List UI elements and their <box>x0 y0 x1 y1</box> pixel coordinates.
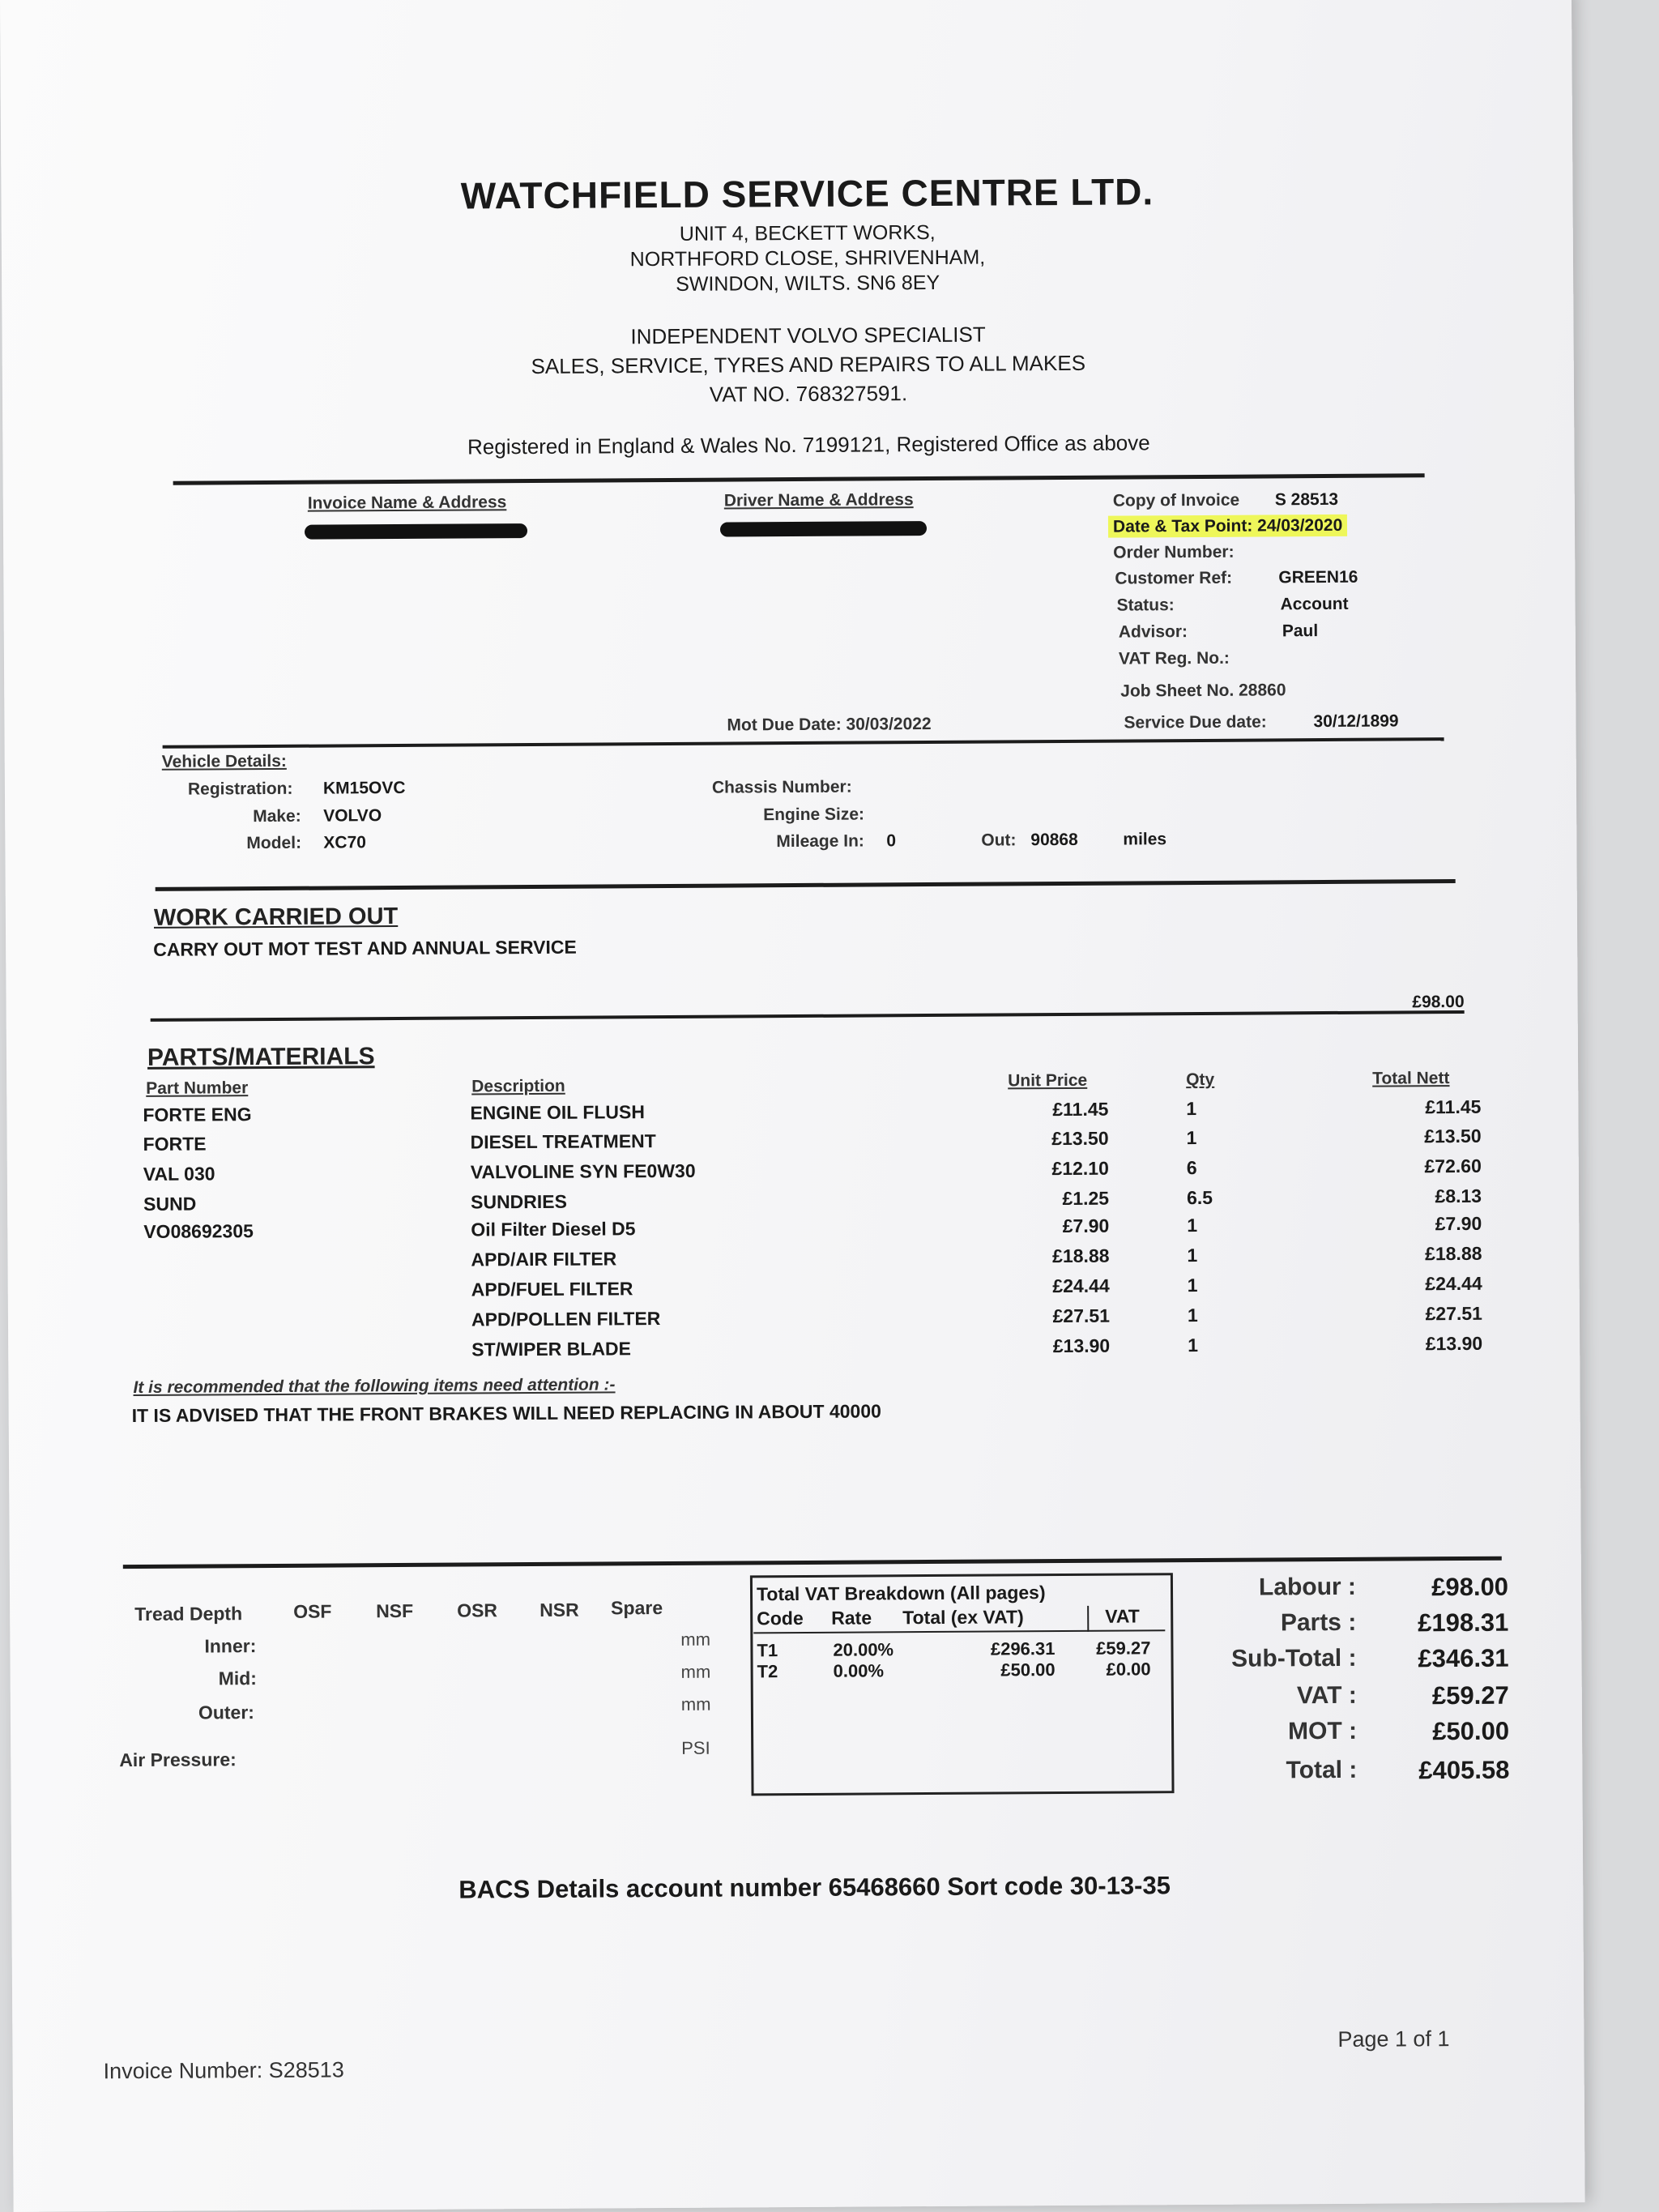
col-total-nett: Total Nett <box>1372 1069 1450 1088</box>
vat-code-cell: T1 <box>757 1640 778 1661</box>
vat-col-rate: Rate <box>831 1607 872 1629</box>
job-sheet: Job Sheet No. 28860 <box>1120 681 1286 701</box>
qty-cell: 1 <box>1187 1214 1198 1236</box>
total-grand-label: Total : <box>1286 1756 1358 1784</box>
total-vat-value: £59.27 <box>1431 1680 1509 1710</box>
total-mot-value: £50.00 <box>1432 1716 1510 1746</box>
mileage-in-value: 0 <box>886 831 897 851</box>
registered-info: Registered in England & Wales No. 7199121, Registered Office as above <box>467 430 1150 459</box>
mm-unit-2: mm <box>680 1661 711 1682</box>
total-nett-cell: £18.88 <box>1425 1242 1482 1265</box>
qty-cell: 1 <box>1187 1244 1198 1266</box>
header-rule <box>173 473 1425 485</box>
bacs-details: BACS Details account number 65468660 Sort code 30-13-35 <box>458 1871 1171 1904</box>
vat-col-code: Code <box>757 1607 804 1629</box>
invoice-name-label: Invoice Name & Address <box>307 493 507 513</box>
vehicle-details-title: Vehicle Details: <box>161 751 287 771</box>
qty-cell: 6 <box>1186 1157 1197 1179</box>
totals-rule <box>123 1557 1502 1569</box>
description-cell: DIESEL TREATMENT <box>470 1130 656 1153</box>
vat-col-total: Total (ex VAT) <box>902 1606 1024 1629</box>
work-carried-out-title: WORK CARRIED OUT <box>153 903 399 931</box>
unit-price-cell: £11.45 <box>1052 1098 1109 1121</box>
tyre-col-osf: OSF <box>293 1600 332 1622</box>
address-line-3: SWINDON, WILTS. SN6 8EY <box>676 271 940 296</box>
redacted-invoice-name <box>305 523 527 540</box>
total-mot-label: MOT : <box>1287 1717 1358 1745</box>
unit-price-cell: £27.51 <box>1052 1305 1111 1327</box>
description-cell: Oil Filter Diesel D5 <box>471 1218 636 1241</box>
qty-cell: 1 <box>1186 1127 1197 1149</box>
qty-cell: 1 <box>1186 1098 1197 1120</box>
tyre-col-osr: OSR <box>457 1599 498 1621</box>
registration-value: KM15OVC <box>322 778 406 798</box>
unit-price-cell: £13.90 <box>1052 1334 1111 1357</box>
description-cell: APD/POLLEN FILTER <box>471 1308 661 1330</box>
part-number-cell: FORTE <box>143 1133 207 1155</box>
driver-name-label: Driver Name & Address <box>723 490 914 510</box>
unit-price-cell: £18.88 <box>1052 1245 1110 1267</box>
col-description: Description <box>471 1076 565 1096</box>
col-qty: Qty <box>1186 1070 1215 1090</box>
psi-unit: PSI <box>681 1737 710 1758</box>
part-number-cell: FORTE ENG <box>143 1104 252 1125</box>
mot-due-date: Mot Due Date: 30/03/2022 <box>727 714 932 735</box>
total-subtotal-value: £346.31 <box>1418 1643 1509 1673</box>
vat-col-vat: VAT <box>1105 1605 1140 1627</box>
unit-price-cell: £7.90 <box>1062 1215 1110 1237</box>
mid-label: Mid: <box>218 1668 258 1689</box>
work-description: CARRY OUT MOT TEST AND ANNUAL SERVICE <box>153 936 577 960</box>
model-value: XC70 <box>323 833 366 852</box>
description-cell: APD/AIR FILTER <box>471 1248 617 1270</box>
total-nett-cell: £7.90 <box>1435 1212 1482 1235</box>
engine-size-label: Engine Size: <box>763 805 865 825</box>
total-parts-value: £198.31 <box>1418 1608 1509 1638</box>
model-label: Model: <box>246 833 302 853</box>
vat-col-divider <box>1087 1606 1089 1632</box>
page-number: Page 1 of 1 <box>1337 2026 1450 2052</box>
total-parts-label: Parts : <box>1280 1608 1357 1637</box>
total-subtotal-label: Sub-Total : <box>1231 1644 1357 1672</box>
total-labour-value: £98.00 <box>1431 1572 1509 1602</box>
miles-unit: miles <box>1123 830 1167 849</box>
description-cell: ENGINE OIL FLUSH <box>470 1101 646 1124</box>
status-label: Status: <box>1116 596 1175 615</box>
total-nett-cell: £24.44 <box>1425 1272 1482 1295</box>
unit-price-cell: £1.25 <box>1062 1187 1110 1210</box>
total-grand-value: £405.58 <box>1418 1755 1510 1785</box>
mileage-out-label: Out: <box>981 831 1017 850</box>
vat-rate-cell: 20.00% <box>833 1639 894 1660</box>
recommend-label: It is recommended that the following items need attention :- <box>133 1375 616 1398</box>
col-part-number: Part Number <box>146 1078 249 1098</box>
part-number-cell: SUND <box>143 1193 197 1215</box>
tagline-2: SALES, SERVICE, TYRES AND REPAIRS TO ALL MAKES <box>531 350 1086 379</box>
vat-breakdown-title: Total VAT Breakdown (All pages) <box>756 1582 1046 1605</box>
vat-total-cell: £50.00 <box>1000 1659 1056 1680</box>
vat-code-cell: T2 <box>757 1661 778 1682</box>
mm-unit-3: mm <box>680 1693 711 1715</box>
total-nett-cell: £13.50 <box>1424 1125 1482 1147</box>
order-number-label: Order Number: <box>1113 542 1235 562</box>
address-line-1: UNIT 4, BECKETT WORKS, <box>679 220 936 246</box>
vat-reg-label: VAT Reg. No.: <box>1118 648 1230 668</box>
mileage-out-value: 90868 <box>1030 830 1078 850</box>
total-nett-cell: £8.13 <box>1435 1185 1482 1207</box>
recommend-text: IT IS ADVISED THAT THE FRONT BRAKES WILL NEED REPLACING IN ABOUT 40000 <box>131 1400 881 1427</box>
total-nett-cell: £72.60 <box>1424 1155 1482 1177</box>
qty-cell: 6.5 <box>1186 1186 1213 1209</box>
tyre-col-nsr: NSR <box>539 1599 579 1621</box>
work-rule-top <box>156 879 1456 891</box>
description-cell: ST/WIPER BLADE <box>471 1338 632 1360</box>
col-unit-price: Unit Price <box>1008 1070 1088 1091</box>
make-label: Make: <box>253 806 301 826</box>
date-tax-point: Date & Tax Point: 24/03/2020 <box>1108 516 1347 537</box>
vat-rate-cell: 0.00% <box>833 1660 885 1681</box>
vat-total-cell: £296.31 <box>990 1638 1056 1659</box>
work-amount: £98.00 <box>1412 992 1465 1012</box>
part-number-cell: VO08692305 <box>143 1220 254 1242</box>
copy-of-invoice-value: S 28513 <box>1274 489 1339 510</box>
tyre-col-nsf: NSF <box>376 1599 414 1622</box>
vat-number: VAT NO. 768327591. <box>709 381 908 407</box>
part-number-cell: VAL 030 <box>143 1163 215 1185</box>
redacted-driver-name <box>720 521 927 537</box>
work-rule-bottom <box>151 1010 1465 1022</box>
service-due-value: 30/12/1899 <box>1313 711 1399 732</box>
description-cell: APD/FUEL FILTER <box>471 1278 633 1300</box>
total-vat-label: VAT : <box>1296 1681 1357 1710</box>
qty-cell: 1 <box>1187 1274 1198 1296</box>
tagline-1: INDEPENDENT VOLVO SPECIALIST <box>630 322 986 349</box>
copy-of-invoice-label: Copy of Invoice <box>1112 490 1240 510</box>
description-cell: VALVOLINE SYN FE0W30 <box>470 1159 696 1183</box>
qty-cell: 1 <box>1187 1304 1198 1326</box>
advisor-value: Paul <box>1282 621 1319 641</box>
invoice-number-footer: Invoice Number: S28513 <box>103 2057 344 2084</box>
total-nett-cell: £27.51 <box>1425 1302 1483 1325</box>
air-pressure-label: Air Pressure: <box>119 1749 237 1771</box>
tyre-col-spare: Spare <box>611 1597 663 1619</box>
vat-amount-cell: £0.00 <box>1106 1659 1151 1680</box>
tread-depth-label: Tread Depth <box>134 1603 243 1625</box>
company-name: WATCHFIELD SERVICE CENTRE LTD. <box>460 170 1154 217</box>
make-value: VOLVO <box>323 806 382 826</box>
outer-label: Outer: <box>198 1702 254 1723</box>
chassis-label: Chassis Number: <box>711 777 852 797</box>
description-cell: SUNDRIES <box>470 1190 568 1213</box>
status-value: Account <box>1280 594 1349 614</box>
advisor-label: Advisor: <box>1118 622 1188 642</box>
vehicle-rule <box>163 737 1444 749</box>
total-nett-cell: £13.90 <box>1425 1332 1483 1355</box>
service-due-label: Service Due date: <box>1124 712 1267 732</box>
customer-ref-label: Customer Ref: <box>1115 568 1233 588</box>
vat-amount-cell: £59.27 <box>1096 1638 1151 1659</box>
unit-price-cell: £13.50 <box>1051 1127 1109 1150</box>
mm-unit-1: mm <box>680 1629 711 1650</box>
qty-cell: 1 <box>1188 1334 1199 1356</box>
unit-price-cell: £24.44 <box>1052 1275 1110 1297</box>
mileage-in-label: Mileage In: <box>776 831 864 852</box>
registration-label: Registration: <box>187 779 293 799</box>
unit-price-cell: £12.10 <box>1051 1157 1109 1180</box>
parts-title: PARTS/MATERIALS <box>147 1043 375 1071</box>
customer-ref-value: GREEN16 <box>1278 567 1358 587</box>
total-labour-label: Labour : <box>1258 1573 1357 1601</box>
inner-label: Inner: <box>204 1635 257 1657</box>
address-line-2: NORTHFORD CLOSE, SHRIVENHAM, <box>629 246 986 271</box>
total-nett-cell: £11.45 <box>1425 1095 1482 1118</box>
